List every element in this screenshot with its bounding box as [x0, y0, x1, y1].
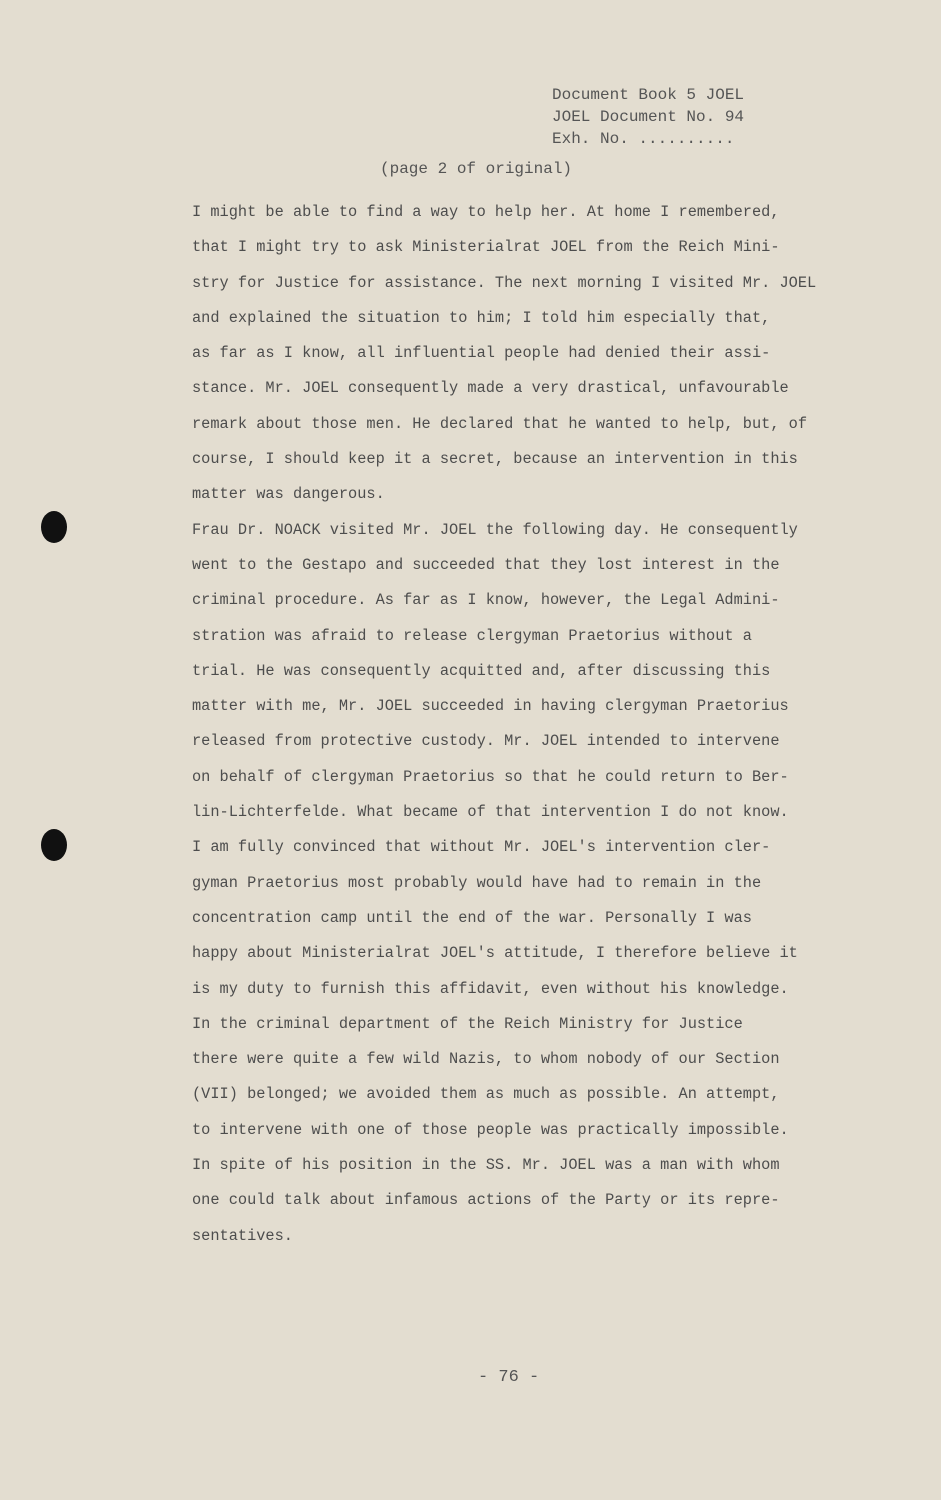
body-line: matter was dangerous.: [192, 485, 385, 504]
header-exhibit-number: Exh. No. ..........: [552, 130, 735, 148]
body-line: stance. Mr. JOEL consequently made a very drastical, unfavourable: [192, 379, 789, 398]
body-line: went to the Gestapo and succeeded that they lost interest in the: [192, 555, 780, 574]
body-line: released from protective custody. Mr. JOEL intended to intervene: [192, 732, 780, 751]
punch-hole-top: [41, 511, 67, 543]
body-line: (VII) belonged; we avoided them as much as possible. An attempt,: [192, 1085, 780, 1104]
body-line: to intervene with one of those people was practically impossible.: [192, 1120, 789, 1139]
body-line: trial. He was consequently acquitted and, after discussing this: [192, 661, 771, 680]
body-line: gyman Praetorius most probably would have had to remain in the: [192, 873, 762, 892]
page-number: - 76 -: [478, 1368, 540, 1387]
body-line: that I might try to ask Ministerialrat JOEL from the Reich Mini-: [192, 238, 780, 257]
body-line: as far as I know, all influential people had denied their assi-: [192, 344, 771, 363]
body-line: is my duty to furnish this affidavit, even without his knowledge.: [192, 979, 789, 998]
body-line: stration was afraid to release clergyman Praetorius without a: [192, 626, 752, 645]
body-line: I am fully convinced that without Mr. JOEL's intervention cler-: [192, 838, 771, 857]
header-document-book: Document Book 5 JOEL: [552, 86, 745, 104]
body-line: and explained the situation to him; I told him especially that,: [192, 308, 771, 327]
body-line: stry for Justice for assistance. The next morning I visited Mr. JOEL: [192, 273, 817, 292]
document-header: [552, 84, 744, 150]
body-line: one could talk about infamous actions of the Party or its repre-: [192, 1191, 780, 1210]
body-line: I might be able to find a way to help her. At home I remembered,: [192, 203, 780, 221]
body-line: Frau Dr. NOACK visited Mr. JOEL the following day. He consequently: [192, 520, 798, 539]
body-line: remark about those men. He declared that he wanted to help, but, of: [192, 414, 808, 433]
body-line: happy about Ministerialrat JOEL's attitude, I therefore believe it: [192, 944, 798, 963]
header-document-number: JOEL Document No. 94: [552, 108, 745, 126]
body-line: criminal procedure. As far as I know, however, the Legal Admini-: [192, 591, 780, 610]
body-line: In the criminal department of the Reich Ministry for Justice: [192, 1014, 743, 1033]
body-line: on behalf of clergyman Praetorius so that he could return to Ber-: [192, 767, 789, 786]
document-body: [192, 195, 852, 1254]
body-line: lin-Lichterfelde. What became of that intervention I do not know.: [192, 803, 789, 822]
body-line: sentatives.: [192, 1226, 293, 1245]
body-line: course, I should keep it a secret, because an intervention in this: [192, 450, 798, 469]
body-line: concentration camp until the end of the war. Personally I was: [192, 908, 752, 927]
page-subtitle: (page 2 of original): [380, 160, 573, 178]
punch-hole-bottom: [41, 829, 67, 861]
body-line: there were quite a few wild Nazis, to whom nobody of our Section: [192, 1050, 780, 1069]
body-line: matter with me, Mr. JOEL succeeded in having clergyman Praetorius: [192, 697, 789, 716]
body-line: In spite of his position in the SS. Mr. JOEL was a man with whom: [192, 1156, 780, 1175]
